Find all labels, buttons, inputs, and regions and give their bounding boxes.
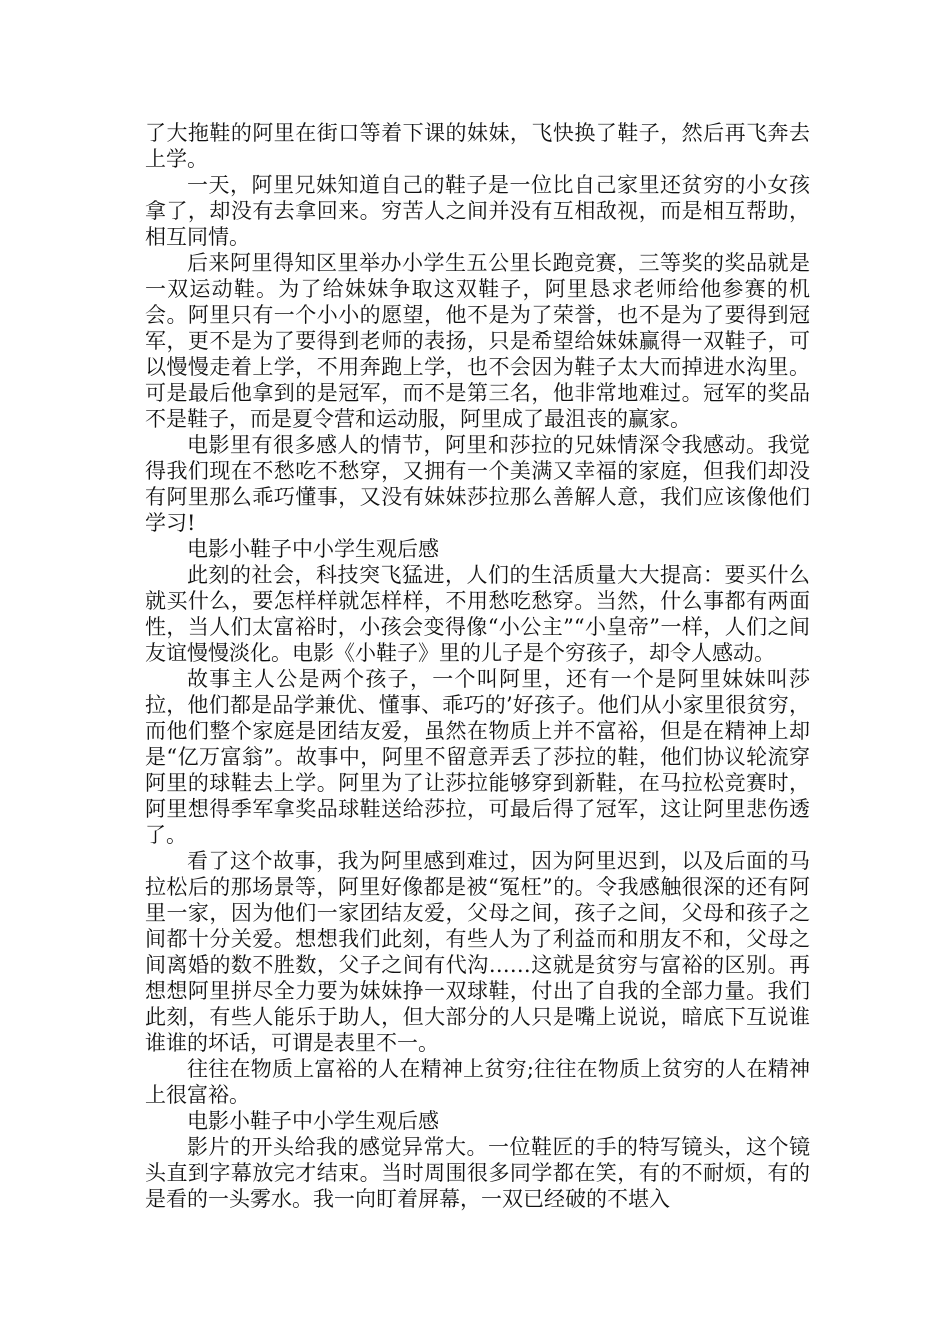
section-title: 电影小鞋子中小学生观后感 xyxy=(187,1109,439,1133)
paragraph: 一天，阿里兄妹知道自己的鞋子是一位比自己家里还贫穷的小女孩拿了，却没有去拿回来。穷苦人之间并没有互相敌视，而是相互帮助，相互同情。 xyxy=(145,173,810,249)
section-title: 电影小鞋子中小学生观后感 xyxy=(187,537,439,561)
paragraph: 后来阿里得知区里举办小学生五公里长跑竞赛，三等奖的奖品就是一双运动鞋。为了给妹妹争取这双鞋子，阿里恳求老师给他参赛的机会。阿里只有一个小小的愿望，他不是为了荣誉，也不是为了要得到冠军，更不是为了要得到老师的表扬，只是希望给妹妹赢得一双鞋子，可以慢慢走着上学，不用奔跑上学，也不会因为鞋子太大而掉进水沟里。可是最后他拿到的是冠军，而不是第三名，他非常地难过。冠军的奖品不是鞋子，而是夏令营和运动服，阿里成了最沮丧的赢家。 xyxy=(145,251,810,431)
paragraph: 影片的开头给我的感觉异常大。一位鞋匠的手的特写镜头，这个镜头直到字幕放完才结束。当时周围很多同学都在笑，有的不耐烦，有的是看的一头雾水。我一向盯着屏幕，一双已经破的不堪入 xyxy=(145,1135,810,1211)
paragraph: 故事主人公是两个孩子，一个叫阿里，还有一个是阿里妹妹叫莎拉，他们都是品学兼优、懂事、乖巧的’好孩子。他们从小家里很贫穷，而他们整个家庭是团结友爱，虽然在物质上并不富裕，但是在精神上却是“亿万富翁”。故事中，阿里不留意弄丢了莎拉的鞋，他们协议轮流穿阿里的球鞋去上学。阿里为了让莎拉能够穿到新鞋，在马拉松竞赛时，阿里想得季军拿奖品球鞋送给莎拉，可最后得了冠军，这让阿里悲伤透了。 xyxy=(145,667,810,847)
paragraph: 了大拖鞋的阿里在街口等着下课的妹妹，飞快换了鞋子，然后再飞奔去上学。 xyxy=(145,121,810,171)
document-page xyxy=(145,120,810,1212)
paragraph: 看了这个故事，我为阿里感到难过，因为阿里迟到，以及后面的马拉松后的那场景等，阿里好像都是被“冤枉”的。令我感触很深的还有阿里一家，因为他们一家团结友爱，父母之间，孩子之间，父母和孩子之间都十分关爱。想想我们此刻，有些人为了利益而和朋友不和，父母之间离婚的数不胜数，父子之间有代沟……这就是贫穷与富裕的区别。再想想阿里拼尽全力要为妹妹挣一双球鞋，付出了自我的全部力量。我们此刻，有些人能乐于助人，但大部分的人只是嘴上说说，暗底下互说谁谁谁的坏话，可谓是表里不一。 xyxy=(145,849,810,1055)
paragraph: 电影里有很多感人的情节，阿里和莎拉的兄妹情深令我感动。我觉得我们现在不愁吃不愁穿，又拥有一个美满又幸福的家庭，但我们却没有阿里那么乖巧懂事，又没有妹妹莎拉那么善解人意，我们应该像他们学习! xyxy=(145,433,810,535)
paragraph: 此刻的社会，科技突飞猛进，人们的生活质量大大提高：要买什么就买什么，要怎样样就怎样样，不用愁吃愁穿。当然，什么事都有两面性，当人们太富裕时，小孩会变得像“小公主”“小皇帝”一样，人们之间友谊慢慢淡化。电影《小鞋子》里的儿子是个穷孩子，却令人感动。 xyxy=(145,563,810,665)
paragraph: 往往在物质上富裕的人在精神上贫穷;往往在物质上贫穷的人在精神上很富裕。 xyxy=(145,1057,810,1107)
